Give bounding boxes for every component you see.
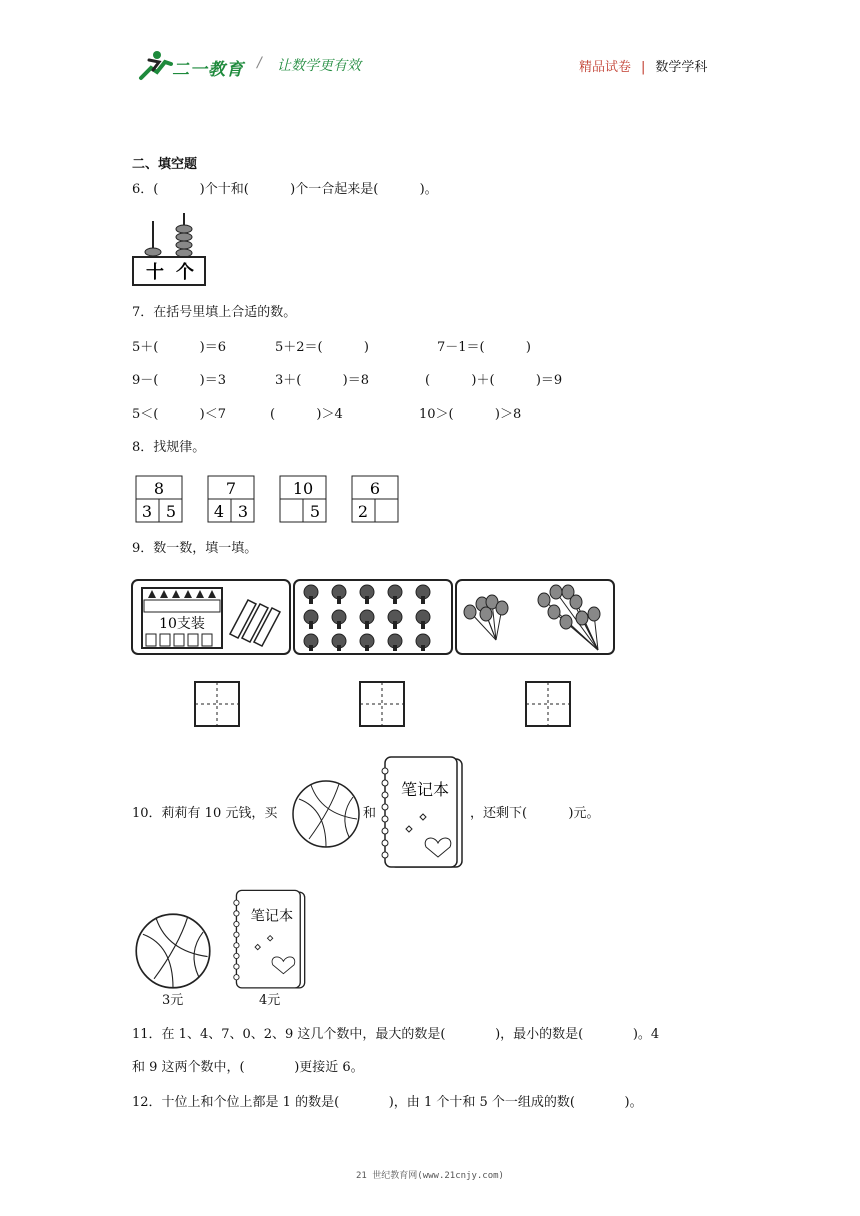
counting-panels bbox=[130, 578, 616, 658]
header-sep: | bbox=[641, 60, 646, 75]
abacus-label-ones: 个 bbox=[176, 262, 194, 283]
footer: 21 世纪教育网(www.21cnjy.com) bbox=[356, 1171, 504, 1181]
q7-r1-b: 5＋2＝( ) bbox=[275, 340, 370, 355]
pattern-box-1-right: 5 bbox=[165, 502, 177, 521]
pencil-box-label: 10支装 bbox=[159, 616, 205, 632]
q11-line2: 和 9 这两个数中，( )更接近 6。 bbox=[132, 1060, 364, 1075]
pattern-box-4-left: 2 bbox=[357, 502, 369, 521]
pattern-box-2-top: 7 bbox=[225, 479, 237, 498]
q7-r1-c: 7－1＝( ) bbox=[437, 340, 532, 355]
q7-r2-a: 9－( )＝3 bbox=[132, 373, 227, 388]
q11-line1: 11．在 1、4、7、0、2、9 这几个数中，最大的数是( )，最小的数是( )。4 bbox=[132, 1027, 660, 1042]
header-right bbox=[579, 56, 707, 75]
ball-price: 3元 bbox=[162, 993, 184, 1008]
q7-r1-a: 5＋( )＝6 bbox=[132, 340, 227, 355]
q7-r2-b: 3＋( )＝8 bbox=[275, 373, 370, 388]
answer-box-3[interactable] bbox=[524, 680, 572, 728]
header-label-a: 精品试卷 bbox=[579, 60, 632, 75]
brand-name: 二一教育 bbox=[172, 60, 244, 80]
q8-title: 8．找规律。 bbox=[132, 440, 206, 455]
q6-text: 6．( )个十和( )个一合起来是( )。 bbox=[132, 182, 438, 197]
slogan: 让数学更有效 bbox=[277, 58, 361, 74]
notebook-cover-label: 笔记本 bbox=[400, 780, 450, 799]
pattern-box-2-right: 3 bbox=[237, 502, 249, 521]
q7-r3-a: 5＜( )＜7 bbox=[132, 407, 227, 422]
q10-text-b: 和 bbox=[363, 806, 377, 821]
answer-box-2[interactable] bbox=[358, 680, 406, 728]
q10-text-a: 10．莉莉有 10 元钱，买 bbox=[132, 806, 278, 821]
pattern-box-1-top: 8 bbox=[153, 479, 165, 498]
header-divider: / bbox=[257, 55, 262, 71]
notebook-icon bbox=[380, 755, 468, 871]
pattern-boxes bbox=[133, 474, 403, 524]
q10-text-c: ，还剩下( )元。 bbox=[470, 806, 600, 821]
pattern-box-3-top: 10 bbox=[292, 479, 314, 498]
abacus-label-tens: 十 bbox=[146, 262, 164, 283]
pattern-box-3-right: 5 bbox=[309, 502, 321, 521]
q7-r3-b: ( )＞4 bbox=[270, 407, 343, 422]
notebook-price-cover-label: 笔记本 bbox=[250, 908, 294, 925]
q9-title: 9．数一数，填一填。 bbox=[132, 541, 258, 556]
logo-icon bbox=[135, 48, 175, 82]
section-title: 二、填空题 bbox=[132, 157, 198, 172]
header-label-b: 数学学科 bbox=[655, 60, 708, 75]
pattern-box-1-left: 3 bbox=[141, 502, 153, 521]
ball-price-icon bbox=[134, 912, 212, 990]
notebook-price-icon bbox=[232, 888, 310, 992]
ball-icon bbox=[291, 779, 361, 849]
q7-title: 7．在括号里填上合适的数。 bbox=[132, 305, 297, 320]
notebook-price: 4元 bbox=[259, 993, 281, 1008]
pattern-box-2-left: 4 bbox=[213, 502, 225, 521]
abacus-figure bbox=[130, 211, 210, 287]
q12-text: 12．十位上和个位上都是 1 的数是( )，由 1 个十和 5 个一组成的数( )。 bbox=[132, 1095, 643, 1110]
pattern-box-4-top: 6 bbox=[369, 479, 381, 498]
answer-box-1[interactable] bbox=[193, 680, 241, 728]
q7-r3-c: 10＞( )＞8 bbox=[419, 407, 522, 422]
q7-r2-c: ( )＋( )＝9 bbox=[425, 373, 563, 388]
